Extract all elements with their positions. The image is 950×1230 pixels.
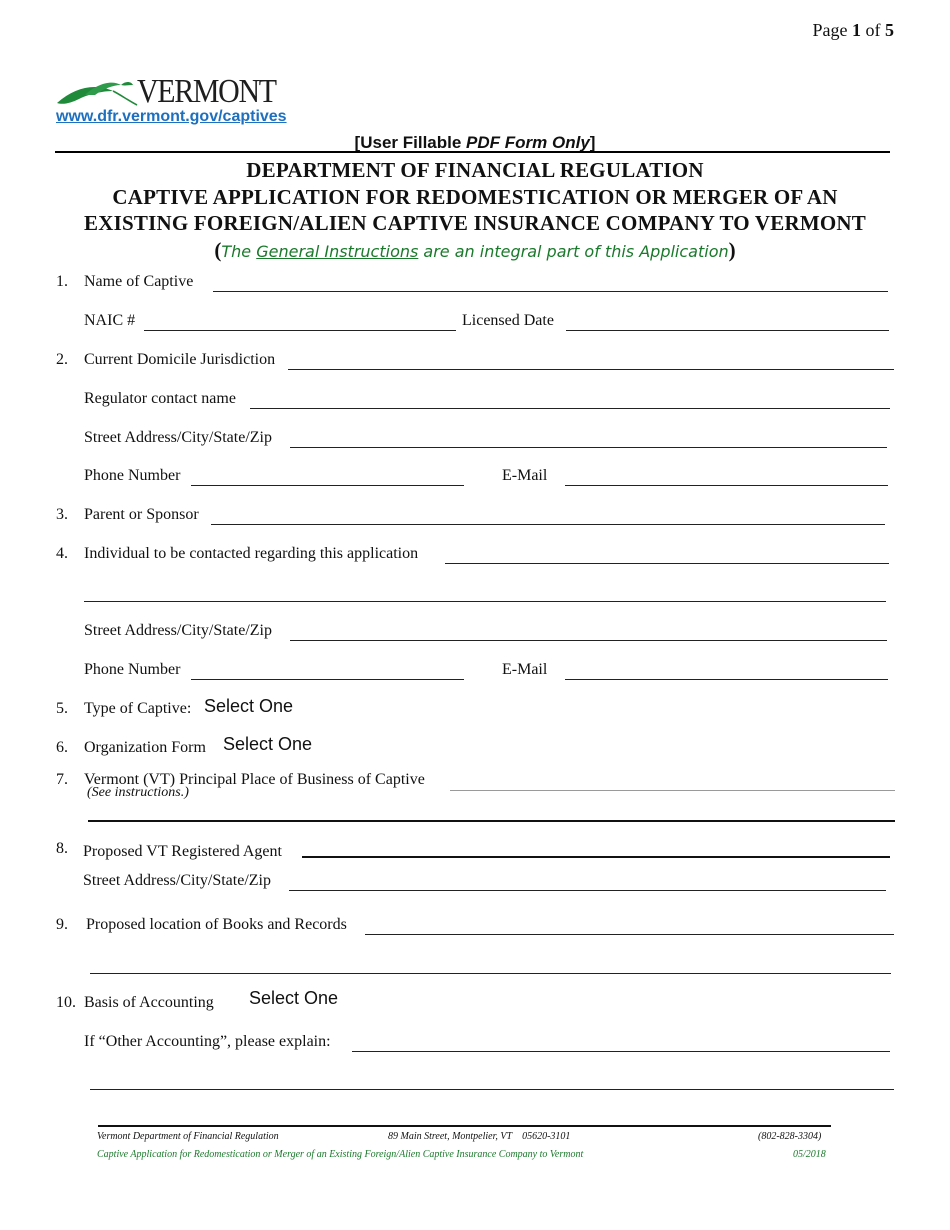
logo-wordmark: VERMONT xyxy=(137,73,276,110)
page-number: Page 1 of 5 xyxy=(812,20,894,40)
organization-form-select[interactable]: Select One xyxy=(223,734,313,754)
item-number: 1. xyxy=(56,273,68,290)
name-of-captive-label: Name of Captive xyxy=(84,273,194,290)
naic-field[interactable] xyxy=(144,330,456,331)
regulator-contact-label: Regulator contact name xyxy=(84,390,236,407)
footer-date: 05/2018 xyxy=(793,1149,826,1160)
leaf-icon xyxy=(55,77,139,111)
regulator-email-field[interactable] xyxy=(565,485,888,486)
current-domicile-label: Current Domicile Jurisdiction xyxy=(84,351,276,368)
vt-principal-field-2[interactable] xyxy=(88,820,895,822)
item-number: 7. xyxy=(56,771,68,788)
basis-accounting-label: Basis of Accounting xyxy=(84,994,214,1011)
books-records-label: Proposed location of Books and Records xyxy=(86,916,347,933)
item-number: 6. xyxy=(56,739,68,756)
item-number: 9. xyxy=(56,916,68,933)
header-rule xyxy=(55,151,890,153)
vt-principal-label: Vermont (VT) Principal Place of Business of Captive xyxy=(84,771,425,788)
licensed-date-label: Licensed Date xyxy=(462,312,554,329)
naic-label: NAIC # xyxy=(84,312,136,329)
item-number: 8. xyxy=(56,840,68,857)
item-number: 4. xyxy=(56,545,68,562)
regulator-phone-label: Phone Number xyxy=(84,467,181,484)
footer-address: 89 Main Street, Montpelier, VT 05620-3101 xyxy=(388,1131,571,1142)
form-title-line2: EXISTING FOREIGN/ALIEN CAPTIVE INSURANCE COMPANY TO VERMONT xyxy=(84,211,866,235)
name-of-captive-field[interactable] xyxy=(213,291,888,292)
item-number: 10. xyxy=(56,994,76,1011)
type-of-captive-select[interactable]: Select One xyxy=(204,696,294,716)
type-of-captive-label: Type of Captive: xyxy=(84,700,192,717)
current-domicile-field[interactable] xyxy=(288,369,894,370)
regulator-address-field[interactable] xyxy=(290,447,887,448)
registered-agent-field[interactable] xyxy=(302,856,890,858)
contact-phone-field[interactable] xyxy=(191,679,464,680)
regulator-address-label: Street Address/City/State/Zip xyxy=(84,429,272,446)
parent-sponsor-field[interactable] xyxy=(211,524,885,525)
individual-contact-field[interactable] xyxy=(445,563,889,564)
other-accounting-field[interactable] xyxy=(352,1051,890,1052)
item-number: 2. xyxy=(56,351,68,368)
vt-principal-field[interactable] xyxy=(450,790,895,791)
footer-form-title: Captive Application for Redomestication or Merger of an Existing Foreign/Alien Captive Insurance Company to Vermont xyxy=(97,1149,584,1160)
footer-phone: (802-828-3304) xyxy=(758,1131,822,1142)
item-number: 5. xyxy=(56,700,68,717)
contact-address-label: Street Address/City/State/Zip xyxy=(84,622,272,639)
other-accounting-label: If “Other Accounting”, please explain: xyxy=(84,1033,331,1050)
books-records-field[interactable] xyxy=(365,934,894,935)
parent-sponsor-label: Parent or Sponsor xyxy=(84,506,199,523)
books-records-field-2[interactable] xyxy=(90,973,891,974)
organization-form-label: Organization Form xyxy=(84,739,206,756)
footer-rule xyxy=(98,1125,831,1127)
registered-agent-label: Proposed VT Registered Agent xyxy=(83,843,282,860)
form-title-line1: CAPTIVE APPLICATION FOR REDOMESTICATION OR MERGER OF AN xyxy=(112,185,838,209)
instructions-note: (The General Instructions are an integral part of this Application) xyxy=(214,238,736,262)
see-instructions-note: (See instructions.) xyxy=(87,785,189,800)
regulator-email-label: E-Mail xyxy=(502,467,548,484)
contact-phone-label: Phone Number xyxy=(84,661,181,678)
regulator-contact-field[interactable] xyxy=(250,408,890,409)
contact-email-label: E-Mail xyxy=(502,661,548,678)
basis-accounting-select[interactable]: Select One xyxy=(249,988,339,1008)
footer-department: Vermont Department of Financial Regulation xyxy=(97,1131,279,1142)
regulator-phone-field[interactable] xyxy=(191,485,464,486)
individual-contact-label: Individual to be contacted regarding this application xyxy=(84,545,419,562)
contact-address-field[interactable] xyxy=(290,640,887,641)
individual-contact-field-2[interactable] xyxy=(84,601,886,602)
item-number: 3. xyxy=(56,506,68,523)
agent-address-label: Street Address/City/State/Zip xyxy=(83,872,271,889)
fillable-notice: [User Fillable PDF Form Only] xyxy=(354,133,596,152)
licensed-date-field[interactable] xyxy=(566,330,889,331)
department-title: DEPARTMENT OF FINANCIAL REGULATION xyxy=(246,158,704,182)
agent-address-field[interactable] xyxy=(289,890,886,891)
general-instructions-link[interactable]: General Instructions xyxy=(256,242,419,261)
other-accounting-field-2[interactable] xyxy=(90,1089,894,1090)
website-link[interactable]: www.dfr.vermont.gov/captives xyxy=(56,108,287,125)
contact-email-field[interactable] xyxy=(565,679,888,680)
